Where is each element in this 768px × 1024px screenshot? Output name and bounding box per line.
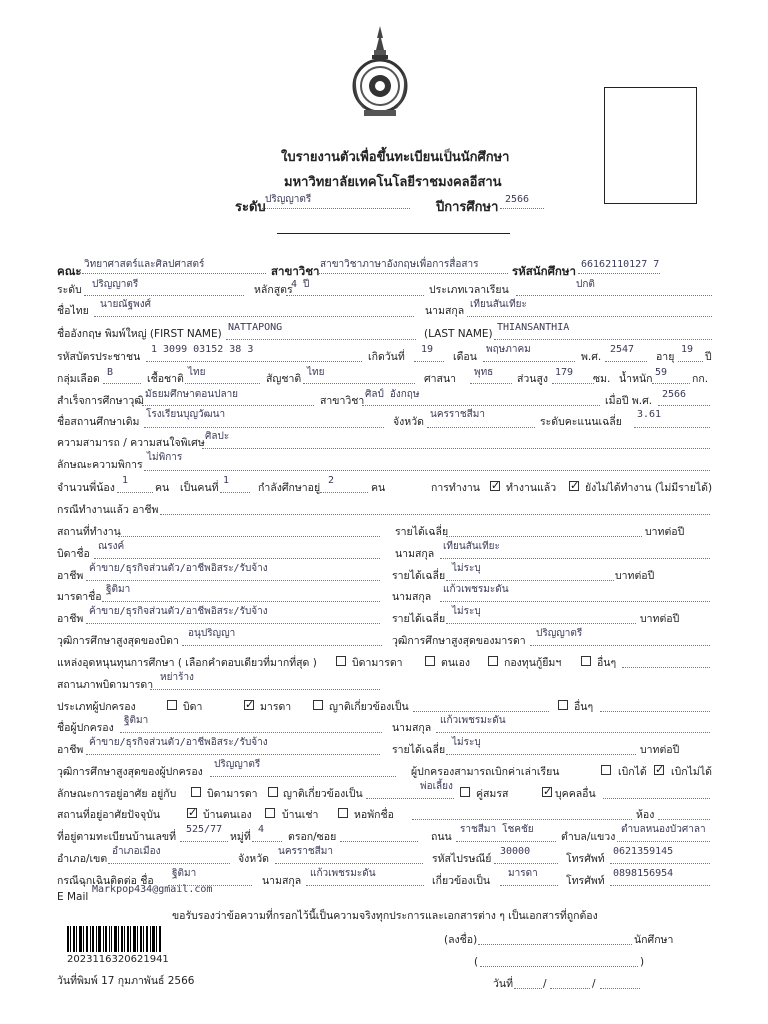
guardian-mother-label: มารดา [260,701,292,713]
graduation-label: สำเร็จการศึกษาวุฒิ [57,395,144,407]
mother-lastname-value: แก้วเพชรมะดัน [443,584,509,595]
father-name-value: ณรงค์ [98,541,125,552]
university-name: มหาวิทยาลัยเทคโนโลยีราชมงคลอีสาน [284,175,502,190]
check-icon: ✓ [491,479,501,492]
eng-first-value: NATTAPONG [228,322,283,333]
work-income-label: รายได้เฉลี่ย [395,526,449,538]
reimburse-no-label: เบิกไม่ได้ [671,766,712,778]
student-id-value: 66162110127 7 [581,259,660,270]
guardian-father-label: บิดา [183,701,203,713]
school-value: โรงเรียนบุญวัฒนา [146,409,226,420]
guardian-occupation-value: ค้าขาย/ธุรกิจส่วนตัว/อาชีพอิสระ/รับจ้าง [89,737,268,748]
funding-other-checkbox[interactable] [581,656,591,666]
blood-value: B [107,367,114,378]
province-value: นครราชสีมา [278,846,333,857]
faculty-label: คณะ [57,264,82,278]
mother-name-label: มารดาชื่อ [57,591,102,603]
guardian-lastname-value: แก้วเพชรมะดัน [440,715,506,726]
gpa-value: 3.61 [637,409,662,420]
print-date: วันที่พิมพ์ 17 กุมภาพันธ์ 2566 [57,975,195,987]
height-value: 179 [555,367,574,378]
date-sep-2: / [592,978,596,990]
paren-open: ( [474,956,479,968]
disability-value: ไม่พิการ [147,452,183,463]
month-label: เดือน [453,351,477,363]
gpa-label: ระดับคะแนนเฉลี่ย [540,416,622,428]
emergency-phone-value: 0898156954 [613,868,674,879]
date-sep-1: / [543,978,547,990]
grad-year-value: 2566 [662,389,687,400]
university-emblem-icon [350,24,410,124]
house-no-value: 525/77 [186,824,223,835]
mother-income-label: รายได้เฉลี่ย [392,613,446,625]
residence-own-label: บ้านตนเอง [203,809,252,821]
year-label: ปีการศึกษา [436,200,499,215]
reimburse-yes-label: เบิกได้ [618,766,647,778]
header-divider [277,233,510,234]
siblings-unit: คน [155,482,170,494]
living-relative-value: พ่อเลี้ยง [420,781,453,792]
funding-loan-checkbox[interactable] [488,656,498,666]
funding-label: แหล่งอุดหนุนทุนการศึกษา ( เลือกคำตอบเดียวที่มากที่สุด ) [57,657,317,669]
email-label: E Mail [57,891,89,903]
living-spouse-label: คู่สมรส [476,788,509,800]
edu-major-value: ศิลป์ อังกฤษ [365,389,420,400]
religion-label: ศาสนา [424,373,457,385]
paren-close: ) [640,956,645,968]
year-value: 2566 [505,194,530,205]
guardian-name-label: ชื่อผู้ปกครอง [57,722,114,734]
talent-label: ความสามารถ / ความสนใจพิเศษ [57,437,205,449]
funding-parents-checkbox[interactable] [336,656,346,666]
height-unit: ซม. [593,373,611,385]
talent-value: ศิลปะ [205,431,230,442]
graduation-value: มัธยมศึกษาตอนปลาย [145,389,239,400]
studying-unit: คน [371,482,386,494]
room-label: ห้อง [636,809,655,821]
date-month-field[interactable] [550,988,590,989]
father-name-label: บิดาชื่อ [57,548,90,560]
mother-income-unit: บาทต่อปี [640,613,680,625]
siblings-label: จำนวนพี่น้อง [57,482,115,494]
mother-income-value: ไม่ระบุ [452,606,481,617]
guardian-income-value: ไม่ระบุ [452,737,481,748]
district-label: อำเภอ/เขต [57,853,108,865]
religion-value: พุทธ [474,367,494,378]
citizen-id-label: รหัสบัตรประชาชน [57,351,141,363]
father-income-label: รายได้เฉลี่ย [392,570,446,582]
mother-occupation-label: อาชีพ [57,613,84,625]
check-icon: ✓ [570,479,580,492]
date-label: วันที่ [493,978,513,990]
living-parents-label: บิดามารดา [207,788,258,800]
signature-role: นักศึกษา [634,934,674,946]
house-no-label: ที่อยู่ตามทะเบียนบ้านเลขที่ [57,831,177,843]
postal-value: 30000 [500,846,531,857]
road-label: ถนน [431,831,452,843]
level-value: ปริญญาตรี [265,194,312,205]
living-spouse-checkbox[interactable] [460,787,470,797]
edu-major-label: สาขาวิชา [320,395,365,407]
studying-label: กำลังศึกษาอยู่ [258,482,321,494]
curriculum-label: หลักสูตร [254,284,293,296]
form-title: ใบรายงานตัวเพื่อขึ้นทะเบียนเป็นนักศึกษา [281,150,510,165]
emergency-lastname-value: แก้วเพชรมะดัน [310,868,376,879]
living-relative-checkbox[interactable] [268,787,278,797]
check-icon: ✓ [245,698,255,711]
major-label: สาขาวิชา [271,264,320,278]
moo-value: 4 [258,824,265,835]
moo-label: หมู่ที่ [230,831,251,843]
mother-edu-label: วุฒิการศึกษาสูงสุดของมารดา [392,635,526,647]
eng-last-label: (LAST NAME) [424,328,493,340]
marital-label: สถานภาพบิดามารดา [57,679,154,691]
mother-name-value: ฐิติมา [106,584,131,595]
birthday-value: 19 [421,344,434,355]
guardian-income-label: รายได้เฉลี่ย [392,744,446,756]
guardian-relative-checkbox[interactable] [313,700,323,710]
work-unemployed-label: ยังไม่ได้ทำงาน (ไม่มีรายได้) [585,482,713,494]
email-value: Markpop434@gmail.com [92,884,213,895]
race-label: เชื้อชาติ [147,373,184,385]
marital-value: หย่าร้าง [160,672,194,683]
photo-box [604,87,697,204]
guardian-lastname-label: นามสกุล [392,722,432,734]
studying-value: 2 [328,475,335,486]
barcode-icon [67,926,162,952]
certify-text: ขอรับรองว่าข้อความที่กรอกไว้นี้เป็นความจริงทุกประการและเอกสารต่าง ๆ เป็นเอกสารที่ถูกต้อง [172,910,598,922]
nationality-label: สัญชาติ [266,373,302,385]
workplace-label: สถานที่ทำงาน [57,526,121,538]
funding-self-checkbox[interactable] [425,656,435,666]
thai-first-label: ชื่อไทย [57,305,89,317]
barcode-number: 2023116320621941 [67,954,169,965]
student-id-label: รหัสนักศึกษา [512,264,576,278]
mother-edu-value: ปริญญาตรี [536,628,583,639]
age-label: อายุ [656,351,675,363]
mother-lastname-label: นามสกุล [392,591,432,603]
living-relative-label: ญาติเกี่ยวข้องเป็น [283,788,363,800]
month-value: พฤษภาคม [486,344,531,355]
reimburse-yes-checkbox[interactable] [601,765,611,775]
father-edu-value: อนุปริญญา [188,628,236,639]
signature-label: (ลงชื่อ) [444,934,478,946]
work-label: การทำงาน [431,482,480,494]
guardian-relative-label: ญาติเกี่ยวข้องเป็น [329,701,409,713]
living-parents-checkbox[interactable] [191,787,201,797]
school-label: ชื่อสถานศึกษาเดิม [57,416,140,428]
guardian-income-unit: บาทต่อปี [640,744,680,756]
blood-label: กลุ่มเลือด [57,373,100,385]
father-income-unit: บาทต่อปี [615,570,655,582]
age-unit: ปี [705,351,712,363]
thai-first-value: นายณัฐพงศ์ [100,299,151,310]
curriculum-value: 4 ปี [291,279,310,290]
guardian-type-label: ประเภทผู้ปกครอง [57,701,136,713]
date-year-field[interactable] [600,988,640,989]
subdistrict-value: ตำบลหนองบัวศาลา [621,824,706,835]
residence-rent-label: บ้านเช่า [282,809,319,821]
guardian-father-checkbox[interactable] [167,700,177,710]
father-occupation-value: ค้าขาย/ธุรกิจส่วนตัว/อาชีพอิสระ/รับจ้าง [89,563,268,574]
road-value: ราชสีมา โชคชัย [460,824,534,835]
race-value: ไทย [188,367,206,378]
phone-label: โทรศัพท์ [566,853,605,865]
emergency-lastname-label: นามสกุล [262,875,302,887]
faculty-value: วิทยาศาสตร์และศิลปศาสตร์ [84,259,205,270]
school-province-value: นครราชสีมา [430,409,485,420]
guardian-other-label: อื่นๆ [574,701,594,713]
emergency-phone-label: โทรศัพท์ [566,875,605,887]
age-value: 19 [681,344,694,355]
height-label: ส่วนสูง [517,373,549,385]
study-level-label: ระดับ [57,284,82,296]
year-label: พ.ศ. [581,351,602,363]
date-day-field[interactable] [514,988,542,989]
year-value: 2547 [610,344,635,355]
guardian-edu-label: วุฒิการศึกษาสูงสุดของผู้ปกครอง [57,766,203,778]
funding-other-label: อื่นๆ [597,657,617,669]
phone-value: 0621359145 [613,846,674,857]
weight-value: 59 [655,367,668,378]
weight-unit: กก. [692,373,709,385]
study-type-label: ประเภทเวลาเรียน [429,284,509,296]
siblings-value: 1 [122,475,129,486]
birthday-label: เกิดวันที่ [368,351,405,363]
signature-line[interactable] [478,944,632,945]
weight-label: น้ำหนัก [619,373,653,385]
work-income-unit: บาทต่อปี [645,526,685,538]
eng-first-label: ชื่ออังกฤษ พิมพ์ใหญ่ (FIRST NAME) [57,328,222,340]
emergency-relation-label: เกี่ยวข้องเป็น [432,875,491,887]
study-level-value: ปริญญาตรี [92,279,139,290]
major-value: สาขาวิชาภาษาอังกฤษเพื่อการสื่อสาร [320,259,479,270]
funding-parents-label: บิดามารดา [352,657,403,669]
father-occupation-label: อาชีพ [57,570,84,582]
living-other-label: บุคคลอื่น [555,788,596,800]
guardian-edu-value: ปริญญาตรี [214,759,261,770]
school-province-label: จังหวัด [393,416,424,428]
guardian-occupation-label: อาชีพ [57,744,84,756]
emergency-name-label: กรณีฉุกเฉินติดต่อ ชื่อ [57,875,154,887]
funding-loan-label: กองทุนกู้ยืมฯ [504,657,562,669]
eng-last-value: THIANSANTHIA [497,322,570,333]
district-value: อำเภอเมือง [112,846,161,857]
father-edu-label: วุฒิการศึกษาสูงสุดของบิดา [57,635,179,647]
emergency-relation-value: มารดา [508,868,538,879]
occupation-label: กรณีทำงานแล้ว อาชีพ [57,504,159,516]
father-lastname-value: เทียนสันเทียะ [443,541,500,552]
study-type-value: ปกติ [576,279,595,290]
thai-last-label: นามสกุล [425,305,465,317]
living-label: ลักษณะการอยู่อาศัย อยู่กับ [57,788,177,800]
work-employed-label: ทำงานแล้ว [506,482,557,494]
alley-label: ตรอก/ซอย [288,831,337,843]
mother-occupation-value: ค้าขาย/ธุรกิจส่วนตัว/อาชีพอิสระ/รับจ้าง [89,606,268,617]
reimburse-label: ผู้ปกครองสามารถเบิกค่าเล่าเรียน [411,766,560,778]
residence-dorm-label: หอพักชื่อ [354,809,394,821]
funding-self-label: ตนเอง [441,657,471,669]
grad-year-label: เมื่อปี พ.ศ. [605,395,653,407]
residence-dorm-checkbox[interactable] [338,808,348,818]
postal-label: รหัสไปรษณีย์ [432,853,492,865]
guardian-name-value: ฐิติมา [124,715,149,726]
order-value: 1 [223,475,230,486]
check-icon: ✓ [543,785,553,798]
check-icon: ✓ [655,763,665,776]
father-lastname-label: นามสกุล [395,548,435,560]
residence-label: สถานที่อยู่อาศัยปัจจุบัน [57,809,161,821]
nationality-value: ไทย [307,367,325,378]
check-icon: ✓ [188,806,198,819]
order-label: เป็นคนที่ [180,482,219,494]
subdistrict-label: ตำบล/แขวง [561,831,616,843]
thai-last-value: เทียนสันเทียะ [470,299,527,310]
guardian-other-checkbox[interactable] [558,700,568,710]
level-label: ระดับ [235,200,266,215]
father-income-value: ไม่ระบุ [452,563,481,574]
emergency-name-value: ฐิติมา [172,868,197,879]
disability-label: ลักษณะความพิการ [57,459,143,471]
citizen-id-value: 1 3099 03152 38 3 [151,344,254,355]
province-label: จังหวัด [238,853,269,865]
residence-rent-checkbox[interactable] [265,808,275,818]
